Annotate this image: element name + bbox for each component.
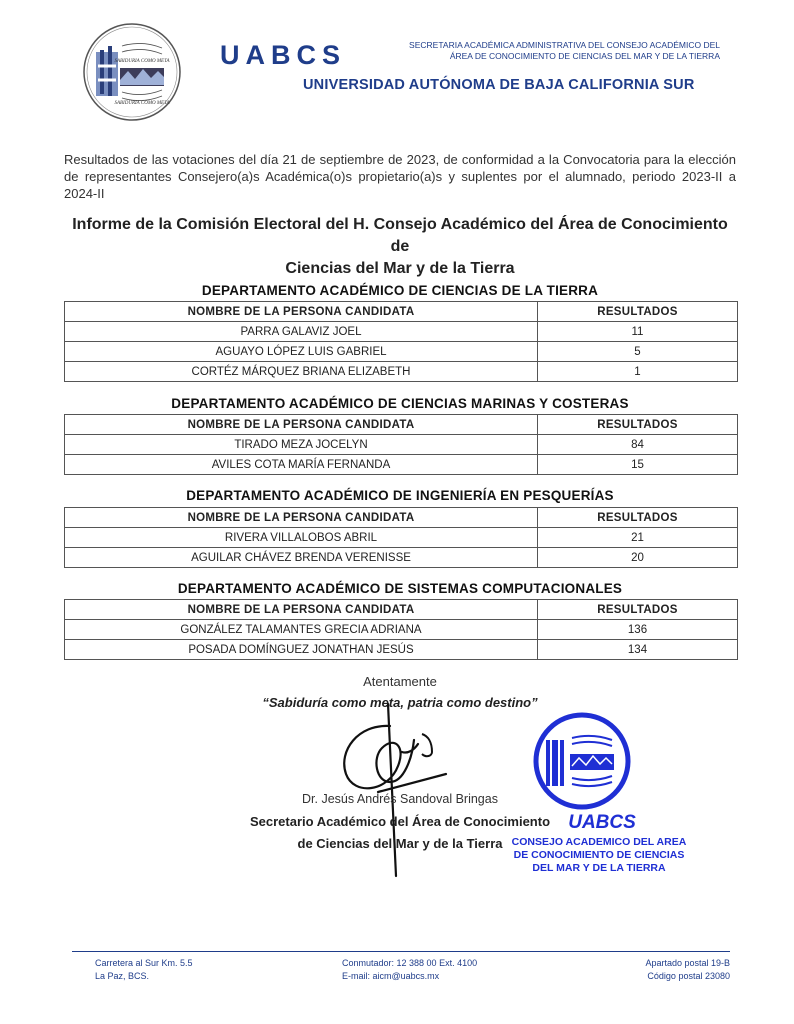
candidate-name: GONZÁLEZ TALAMANTES GRECIA ADRIANA	[65, 620, 538, 640]
address-line-1: Carretera al Sur Km. 5.5	[95, 958, 193, 968]
candidate-result: 11	[538, 322, 738, 342]
column-header-name: NOMBRE DE LA PERSONA CANDIDATA	[65, 302, 538, 322]
column-header-results: RESULTADOS	[538, 415, 738, 435]
intro-paragraph: Resultados de las votaciones del día 21 de septiembre de 2023, de conformidad a la Convocatoria para la elección de representantes Consejero(a)s Académica(o)s propietario(a)s y suplentes por el alumnado, periodo 2023-II a 2024-II	[64, 152, 736, 201]
candidate-name: AGUILAR CHÁVEZ BRENDA VERENISSE	[65, 548, 538, 568]
candidate-result: 84	[538, 435, 738, 455]
table-row	[65, 455, 738, 475]
footer-postal	[645, 957, 730, 983]
report-title-line-1: Informe de la Comisión Electoral del H. Consejo Académico del Área de Conocimiento de	[72, 216, 728, 255]
table-row	[65, 548, 738, 568]
svg-text:SABIDURIA COMO META: SABIDURIA COMO META	[114, 59, 170, 64]
table-row	[65, 620, 738, 640]
seal-line-3: DEL MAR Y DE LA TIERRA	[532, 862, 666, 874]
candidate-result: 20	[538, 548, 738, 568]
po-box-line: Apartado postal 19-B	[645, 958, 730, 968]
table-row	[65, 640, 738, 660]
column-header-results: RESULTADOS	[538, 600, 738, 620]
column-header-name: NOMBRE DE LA PERSONA CANDIDATA	[65, 508, 538, 528]
table-row	[65, 362, 738, 382]
email-line: E-mail: aicm@uabcs.mx	[342, 971, 440, 981]
table-header-row	[65, 415, 738, 435]
results-table	[64, 301, 738, 382]
table-header-row	[65, 302, 738, 322]
address-line-2: La Paz, BCS.	[95, 971, 150, 981]
report-title-line-2: Ciencias del Mar y de la Tierra	[285, 260, 515, 277]
phone-line: Conmutador: 12 388 00 Ext. 4100	[342, 958, 478, 968]
table-row	[65, 322, 738, 342]
candidate-name: CORTÉZ MÁRQUEZ BRIANA ELIZABETH	[65, 362, 538, 382]
candidate-name: TIRADO MEZA JOCELYN	[65, 435, 538, 455]
university-name: UNIVERSIDAD AUTÓNOMA DE BAJA CALIFORNIA SUR	[303, 77, 695, 93]
official-seal	[532, 706, 644, 831]
results-table	[64, 414, 738, 475]
signer-name: Dr. Jesús Andrés Sandoval Bringas	[302, 792, 498, 806]
table-row	[65, 435, 738, 455]
postal-code-line: Código postal 23080	[647, 971, 730, 981]
candidate-result: 5	[538, 342, 738, 362]
candidate-name: POSADA DOMÍNGUEZ JONATHAN JESÚS	[65, 640, 538, 660]
seal-line-2: DE CONOCIMIENTO DE CIENCIAS	[513, 849, 685, 861]
candidate-result: 1	[538, 362, 738, 382]
department-title: DEPARTAMENTO ACADÉMICO DE INGENIERÍA EN PESQUERÍAS	[186, 488, 614, 503]
report-title	[64, 214, 736, 280]
column-header-results: RESULTADOS	[538, 508, 738, 528]
secretariat-line-2: ÁREA DE CONOCIMIENTO DE CIENCIAS DEL MAR Y DE LA TIERRA	[449, 51, 720, 61]
candidate-name: PARRA GALAVIZ JOEL	[65, 322, 538, 342]
table-row	[65, 342, 738, 362]
university-logo	[82, 22, 182, 122]
candidate-name: RIVERA VILLALOBOS ABRIL	[65, 528, 538, 548]
secretariat-line-1: SECRETARIA ACADÉMICA ADMINISTRATIVA DEL CONSEJO ACADÉMICO DEL	[409, 40, 720, 50]
brand-wordmark: UABCS	[220, 40, 347, 70]
candidate-name: AGUAYO LÓPEZ LUIS GABRIEL	[65, 342, 538, 362]
table-header-row	[65, 600, 738, 620]
signer-title-line-2: de Ciencias del Mar y de la Tierra	[297, 836, 503, 851]
candidate-result: 134	[538, 640, 738, 660]
seal-brand: UABCS	[568, 812, 636, 831]
candidate-result: 21	[538, 528, 738, 548]
department-title: DEPARTAMENTO ACADÉMICO DE CIENCIAS DE LA TIERRA	[201, 283, 599, 298]
seal-line-1: CONSEJO ACADEMICO DEL AREA	[511, 836, 687, 848]
footer-address	[95, 957, 193, 983]
signer-title-line-1: Secretario Académico del Área de Conocimiento	[249, 814, 551, 829]
footer-contact	[342, 957, 477, 983]
column-header-results: RESULTADOS	[538, 302, 738, 322]
column-header-name: NOMBRE DE LA PERSONA CANDIDATA	[65, 415, 538, 435]
department-title: DEPARTAMENTO ACADÉMICO DE SISTEMAS COMPUTACIONALES	[177, 581, 623, 596]
motto: “Sabiduría como meta, patria como destino”	[262, 695, 538, 710]
table-header-row	[65, 508, 738, 528]
handwritten-signature	[328, 696, 448, 886]
department-title: DEPARTAMENTO ACADÉMICO DE CIENCIAS MARINAS Y COSTERAS	[171, 396, 629, 411]
candidate-name: AVILES COTA MARÍA FERNANDA	[65, 455, 538, 475]
results-table	[64, 599, 738, 660]
column-header-name: NOMBRE DE LA PERSONA CANDIDATA	[65, 600, 538, 620]
salutation: Atentamente	[363, 674, 437, 689]
results-table	[64, 507, 738, 568]
candidate-result: 136	[538, 620, 738, 640]
table-row	[65, 528, 738, 548]
candidate-result: 15	[538, 455, 738, 475]
svg-text:SABIDURIA COMO META: SABIDURIA COMO META	[114, 101, 170, 106]
footer-divider	[72, 951, 730, 952]
